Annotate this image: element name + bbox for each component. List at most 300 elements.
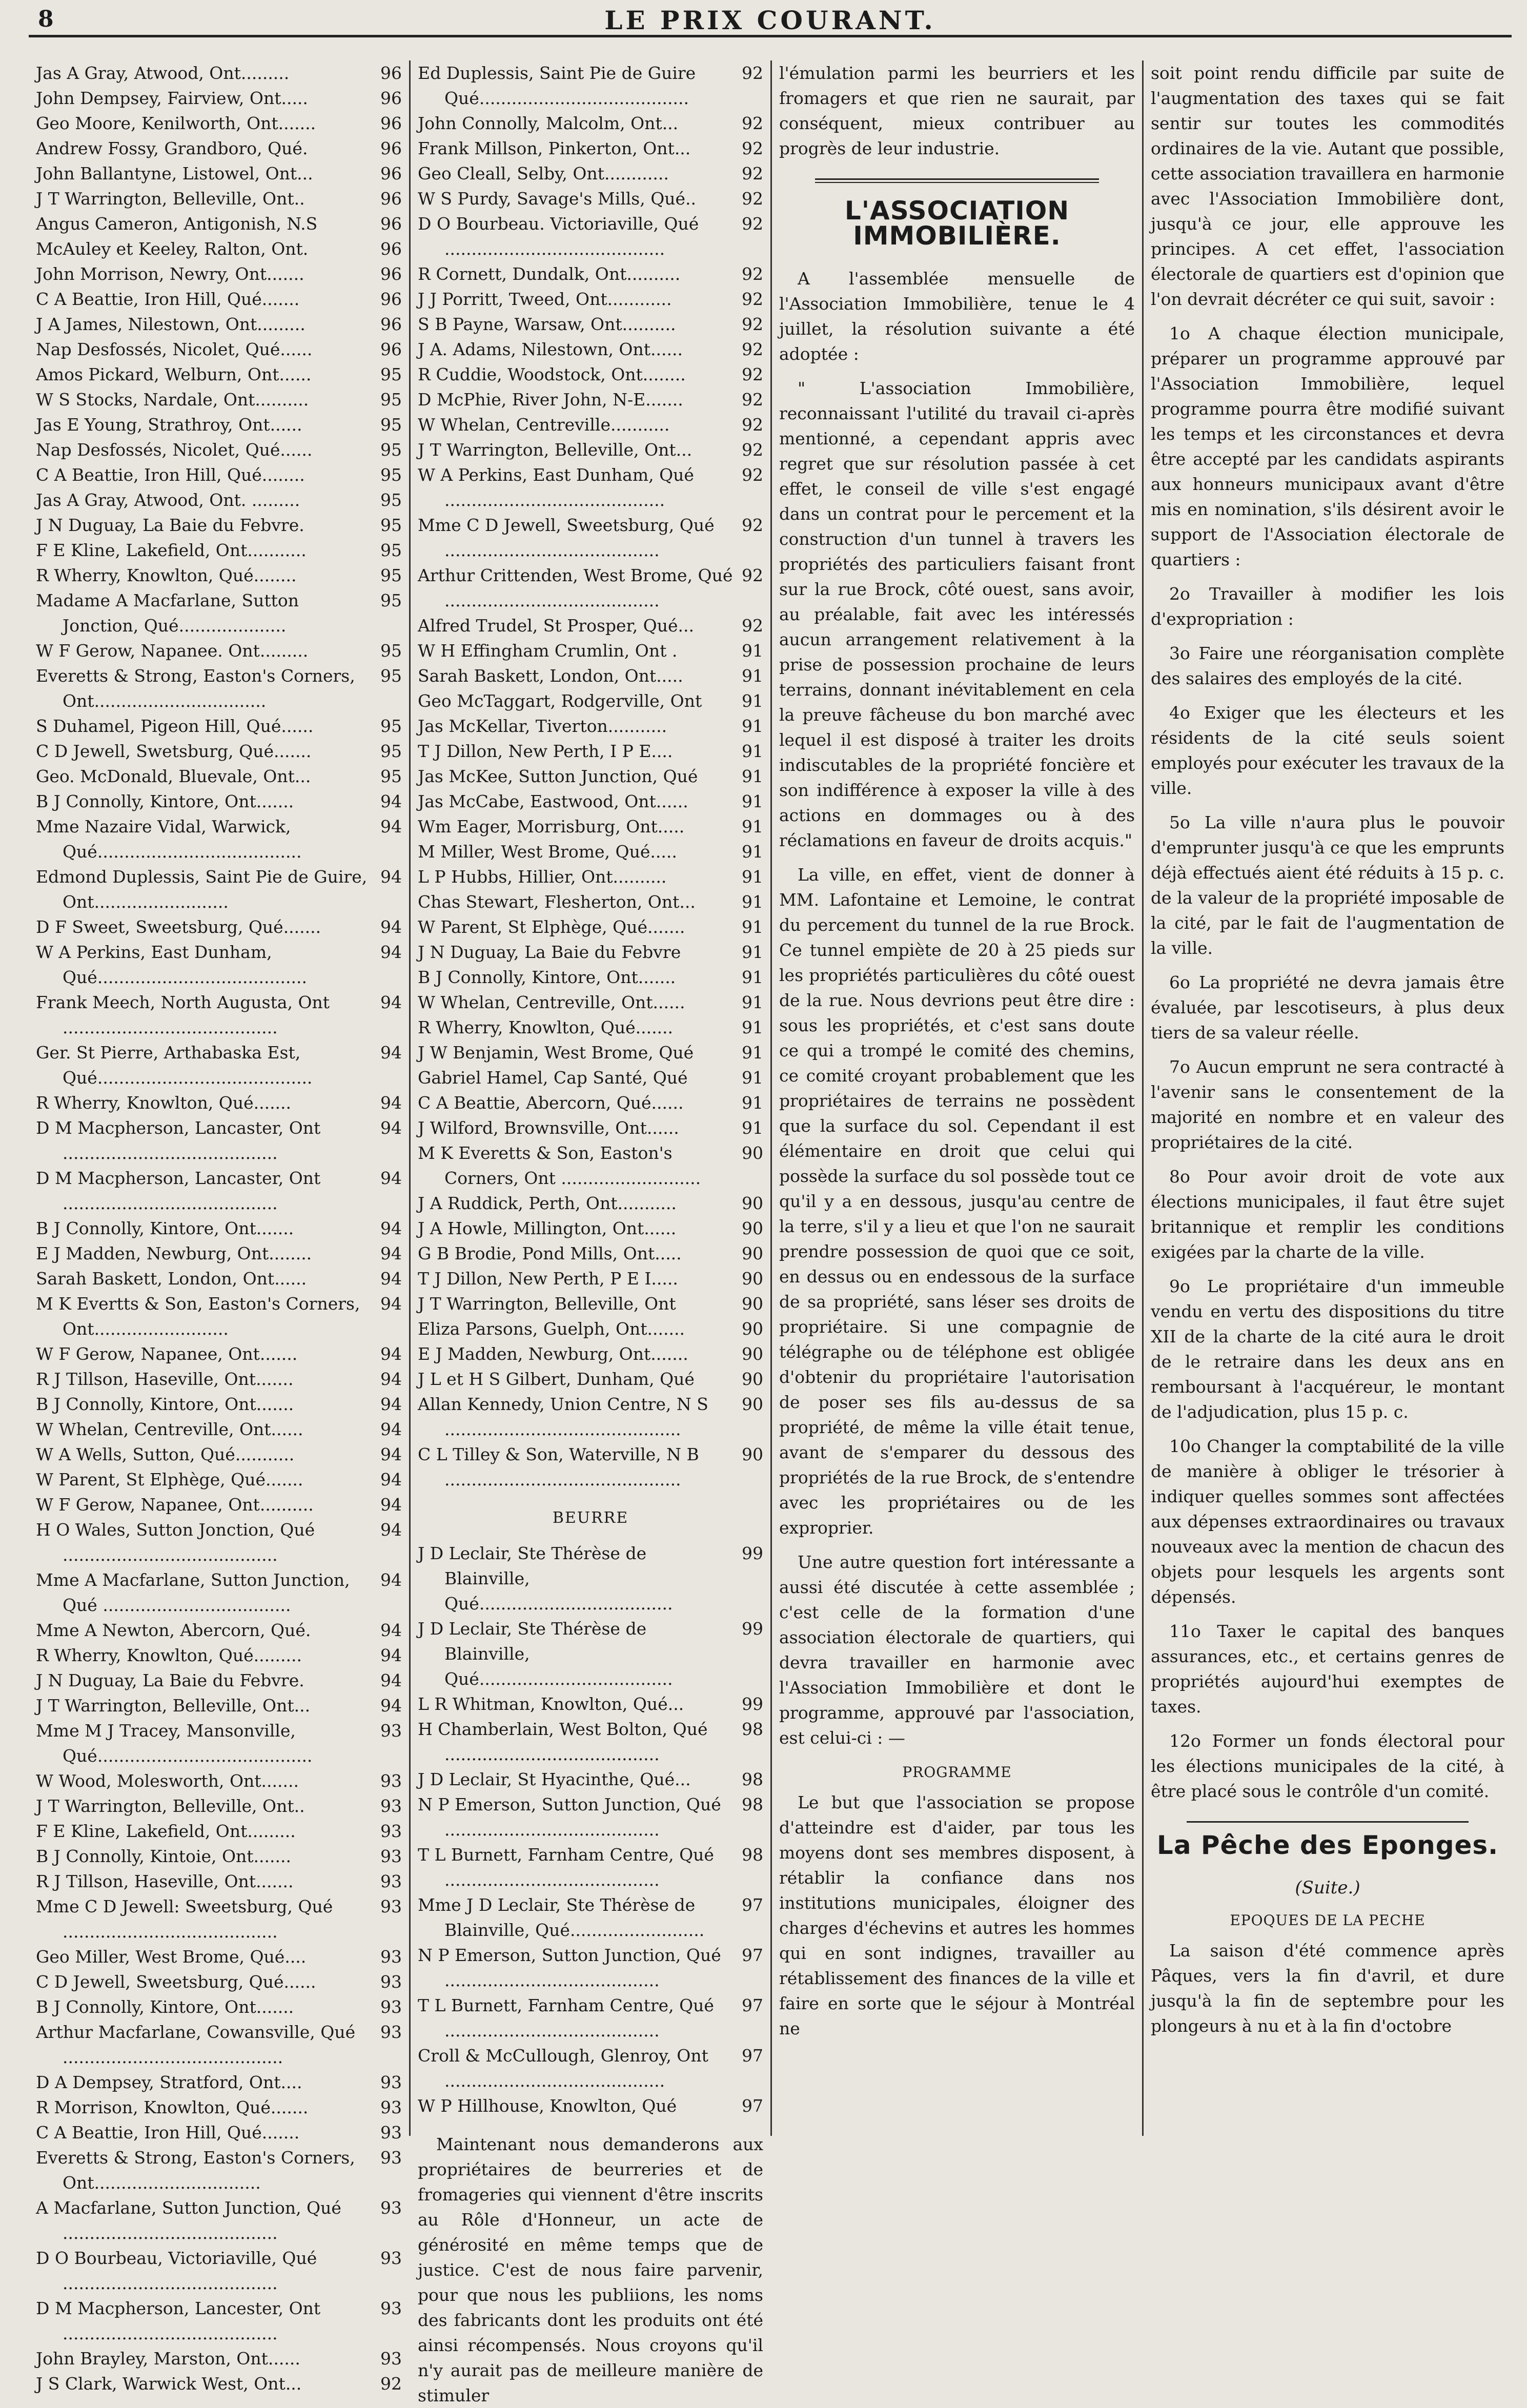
entry-score: 91 [742, 641, 763, 661]
honor-roll-entry [36, 437, 402, 462]
honor-roll-entry [418, 513, 763, 563]
entry-score: 93 [380, 2022, 402, 2042]
entry-score: 91 [742, 967, 763, 987]
entry-score: 96 [380, 339, 402, 359]
entry-score: 92 [742, 189, 763, 209]
honor-roll-entry [36, 1668, 402, 1693]
column-2 [411, 60, 772, 2405]
entry-name: McAuley et Keeley, Ralton, Ont. [36, 239, 309, 259]
entry-score: 92 [742, 214, 763, 234]
entry-score: 98 [742, 1769, 763, 1789]
entry-score: 93 [380, 2097, 402, 2117]
entry-name: J A. Adams, Nilestown, Ont...... [418, 339, 683, 359]
entry-score: 98 [742, 1719, 763, 1739]
honor-roll-entry [418, 663, 763, 688]
entry-score: 94 [380, 791, 402, 811]
entry-score: 93 [380, 2072, 402, 2092]
entry-name: M K Evertts & Son, Easton's Corners, Ont......................... [36, 1294, 360, 1339]
section-heading: EPOQUES DE LA PECHE [1230, 1912, 1426, 1929]
entry-name: R Wherry, Knowlton, Qué......... [36, 1645, 302, 1665]
entry-name: Arthur Crittenden, West Brome, Qué ........................................ [418, 565, 733, 610]
entry-name: Frank Meech, North Augusta, Ont ........................................ [36, 992, 330, 1037]
honor-roll-entry [36, 1492, 402, 1517]
entry-name: D F Sweet, Sweetsburg, Qué....... [36, 917, 321, 937]
entry-name: C A Beattie, Abercorn, Qué...... [418, 1093, 684, 1113]
entry-score: 90 [742, 1394, 763, 1414]
entry-score: 92 [742, 138, 763, 158]
entry-name: W F Gerow, Napanee, Ont.......... [36, 1495, 314, 1515]
article-headline: La Pêche des Eponges. [1156, 1830, 1499, 1860]
entry-score: 94 [380, 867, 402, 887]
honor-roll-entry [418, 1366, 763, 1392]
column-1 [29, 60, 411, 2394]
entry-name: R Wherry, Knowlton, Qué....... [36, 1093, 292, 1113]
entry-score: 94 [380, 992, 402, 1012]
honor-roll-entry [418, 1341, 763, 1366]
entry-name: D A Dempsey, Stratford, Ont.... [36, 2072, 302, 2092]
honor-roll-entry [418, 1316, 763, 1341]
entry-score: 90 [742, 1444, 763, 1464]
entry-name: T J Dillon, New Perth, I P E.... [418, 741, 673, 761]
honor-roll-entry [36, 1341, 402, 1366]
entry-name: Jas McKellar, Tiverton........... [418, 716, 667, 736]
entry-name: E J Madden, Newburg, Ont........ [36, 1243, 312, 1263]
entry-score: 94 [380, 1470, 402, 1489]
entry-name: Alfred Trudel, St Prosper, Qué... [418, 616, 694, 636]
entry-name: Wm Eager, Morrisburg, Ont..... [418, 817, 685, 836]
entry-name: W Parent, St Elphège, Qué....... [418, 917, 685, 937]
entry-name: T L Burnett, Farnham Centre, Qué ........................................ [418, 1995, 714, 2040]
entry-name: D O Bourbeau, Victoriaville, Qué ........................................ [36, 2248, 317, 2293]
entry-score: 94 [380, 1645, 402, 1665]
entry-name: N P Emerson, Sutton Junction, Qué ........................................ [418, 1794, 721, 1840]
honor-roll-entry [36, 1366, 402, 1392]
entry-score: 95 [380, 490, 402, 510]
entry-score: 92 [742, 63, 763, 83]
honor-roll-entry [36, 990, 402, 1040]
entry-name: T L Burnett, Farnham Centre, Qué ........................................ [418, 1845, 714, 1890]
divider [1187, 1821, 1469, 1823]
entry-score: 95 [380, 364, 402, 384]
entry-score: 91 [742, 741, 763, 761]
entry-score: 92 [742, 440, 763, 460]
entry-name: Jas McCabe, Eastwood, Ont...... [418, 791, 688, 811]
entry-score: 97 [742, 2046, 763, 2066]
entry-score: 93 [380, 1871, 402, 1891]
entry-score: 96 [380, 113, 402, 133]
entry-score: 90 [742, 1344, 763, 1364]
entry-score: 90 [742, 1269, 763, 1289]
honor-roll-entry [418, 1842, 763, 1892]
entry-score: 93 [380, 1896, 402, 1916]
honor-roll-entry [418, 739, 763, 764]
entry-score: 94 [380, 1520, 402, 1540]
entry-name: J D Leclair, St Hyacinthe, Qué... [418, 1769, 691, 1789]
entry-score: 94 [380, 917, 402, 937]
honor-roll-entry [418, 839, 763, 864]
entry-name: Mme C D Jewell, Sweetsburg, Qué ........................................ [418, 515, 715, 560]
entry-name: C L Tilley & Son, Waterville, N B ............................................ [418, 1444, 699, 1489]
honor-roll-entry [418, 864, 763, 889]
entry-name: C A Beattie, Iron Hill, Qué....... [36, 2123, 300, 2142]
entry-name: W A Perkins, East Dunham, Qué....................................... [36, 942, 307, 987]
entry-score: 93 [380, 1796, 402, 1816]
honor-roll-entry [36, 211, 402, 236]
honor-roll-entry [36, 1417, 402, 1442]
column-4 [1144, 60, 1512, 2136]
entry-name: Arthur Macfarlane, Cowansville, Qué ......................................... [36, 2022, 356, 2067]
entry-score: 94 [380, 1168, 402, 1188]
entry-name: W H Effingham Crumlin, Ont . [418, 641, 678, 661]
entry-score: 91 [742, 791, 763, 811]
entry-name: R J Tillson, Haseville, Ont....... [36, 1369, 294, 1389]
entry-score: 97 [742, 1895, 763, 1915]
entry-score: 99 [742, 1619, 763, 1639]
honor-roll-entry [418, 990, 763, 1015]
entry-name: R Morrison, Knowlton, Qué....... [36, 2097, 309, 2117]
entry-score: 94 [380, 1670, 402, 1690]
honor-roll-entry [418, 789, 763, 814]
honor-roll-entry [418, 1442, 763, 1492]
entry-name: Allan Kennedy, Union Centre, N S ............................................ [418, 1394, 708, 1439]
entry-name: W Wood, Molesworth, Ont....... [36, 1771, 299, 1791]
entry-score: 95 [380, 716, 402, 736]
honor-roll-entry [36, 1844, 402, 1869]
honor-roll-entry [36, 236, 402, 261]
entry-name: J N Duguay, La Baie du Febvre [418, 942, 681, 962]
entry-score: 91 [742, 691, 763, 711]
honor-roll-entry [418, 1892, 763, 1943]
entry-score: 96 [380, 63, 402, 83]
entry-name: S Duhamel, Pigeon Hill, Qué...... [36, 716, 314, 736]
entry-name: Sarah Baskett, London, Ont..... [418, 666, 683, 686]
honor-roll-entry [418, 713, 763, 739]
honor-roll-entry [36, 864, 402, 914]
entry-name: B J Connolly, Kintore, Ont....... [36, 1394, 294, 1414]
honor-roll-entry [36, 487, 402, 513]
entry-name: E J Madden, Newburg, Ont....... [418, 1344, 688, 1364]
entry-name: B J Connolly, Kintore, Ont....... [36, 1997, 294, 2017]
entry-score: 94 [380, 1419, 402, 1439]
entry-name: J T Warrington, Belleville, Ont... [418, 440, 693, 460]
honor-roll-list-2 [418, 60, 763, 1492]
honor-roll-entry [36, 538, 402, 563]
entry-name: Jas A Gray, Atwood, Ont......... [36, 63, 290, 83]
entry-name: Gabriel Hamel, Cap Santé, Qué [418, 1068, 688, 1088]
programme-item: 1o A chaque élection municipale, préparer un programme approuvé par l'Association Immobilière, lequel programme pourra être modifié suivant les temps et les circonstances et devra être accepté par les candidats aspirants aux honneurs municipaux avant d'être mis en nomination, s'ils désirent avoir le support de l'Association électorale de quartiers : [1151, 323, 1504, 569]
honor-roll-entry [36, 1291, 402, 1341]
article-paragraph: A l'assemblée mensuelle de l'Association Immobilière, tenue le 4 juillet, la résolution suivante a été adoptée : [779, 269, 1135, 364]
entry-name: Amos Pickard, Welburn, Ont...... [36, 364, 312, 384]
entry-score: 95 [380, 666, 402, 686]
article-paragraph: La saison d'été commence après Pâques, vers la fin d'avril, et dure jusqu'à la fin de septembre pour les plongeurs à nu et à la fin d'octobre [1151, 1941, 1504, 2036]
honor-roll-entry [418, 1040, 763, 1065]
entry-name: B J Connolly, Kintore, Ont....... [36, 791, 294, 811]
entry-name: M K Everetts & Son, Easton's Corners, Ont .......................... [418, 1143, 701, 1188]
honor-roll-entry [418, 261, 763, 287]
entry-score: 91 [742, 817, 763, 836]
entry-name: C D Jewell, Swetsburg, Qué....... [36, 741, 312, 761]
honor-roll-entry [36, 1090, 402, 1115]
honor-roll-entry [36, 2346, 402, 2371]
entry-score: 96 [380, 214, 402, 234]
entry-name: Geo Miller, West Brome, Qué.... [36, 1947, 307, 1967]
entry-score: 94 [380, 817, 402, 836]
honor-roll-entry [36, 1467, 402, 1492]
honor-roll-entry [36, 1944, 402, 1969]
entry-name: A Macfarlane, Sutton Junction, Qué ........................................ [36, 2198, 341, 2243]
article-paragraph: " L'association Immobilière, reconnaissant l'utilité du travail ci-après mentionné, a cependant appris avec regret que sur résolution passée à cet effet, le conseil de ville s'est engagé dans un contrat pour le percement et la construction d'un tunnel à travers les propriétés des particuliers faisant front sur la rue Brock, côté ouest, sans avoir, au préalable, fait avec les intéressés aucun arrangement relativement à la prise de possession prochaine de leurs terrains, donnant inévitablement en cela la preuve fâcheuse du bon marché avec lequel il est disposé à traiter les droits indiscutables de la propriété foncière et son indifférence à exposer la ville à des actions en dommages ou à des réclamations en faveur de droits acquis." [779, 378, 1135, 850]
honor-roll-entry [418, 412, 763, 437]
entry-score: 95 [380, 440, 402, 460]
honor-roll-entry [36, 638, 402, 663]
entry-score: 95 [380, 741, 402, 761]
entry-score: 92 [742, 390, 763, 410]
programme-item: 6o La propriété ne devra jamais être évaluée, par lescotiseurs, à plus deux tiers de sa valeur réelle. [1151, 972, 1504, 1043]
honor-roll-entry [36, 2371, 402, 2396]
entry-score: 94 [380, 1243, 402, 1263]
entry-score: 94 [380, 1344, 402, 1364]
honor-roll-entry [36, 337, 402, 362]
honor-roll-entry [418, 60, 763, 111]
entry-score: 94 [380, 1444, 402, 1464]
entry-name: H O Wales, Sutton Jonction, Qué ........................................ [36, 1520, 315, 1565]
honor-roll-entry [418, 638, 763, 663]
honor-roll-entry [36, 1216, 402, 1241]
honor-roll-entry [36, 1392, 402, 1417]
entry-score: 95 [380, 590, 402, 610]
entry-score: 91 [742, 917, 763, 937]
honor-roll-entry [36, 186, 402, 211]
honor-roll-entry [418, 2093, 763, 2118]
entry-name: W S Purdy, Savage's Mills, Qué.. [418, 189, 697, 209]
honor-roll-entry [36, 2120, 402, 2145]
honor-roll-entry [36, 1969, 402, 1994]
honor-roll-entry [36, 1115, 402, 1166]
entry-score: 91 [742, 942, 763, 962]
column-3 [772, 60, 1144, 2136]
entry-name: Jas A Gray, Atwood, Ont. ......... [36, 490, 300, 510]
entry-name: B J Connolly, Kintore, Ont....... [36, 1218, 294, 1238]
entry-score: 91 [742, 666, 763, 686]
honor-roll-entry [418, 111, 763, 136]
entry-name: R Wherry, Knowlton, Qué........ [36, 565, 297, 585]
entry-score: 95 [380, 766, 402, 786]
entry-score: 91 [742, 1093, 763, 1113]
entry-name: W Whelan, Centreville, Ont...... [418, 992, 685, 1012]
programme-item: 5o La ville n'aura plus le pouvoir d'emprunter jusqu'à ce que les emprunts déjà effectués aient été réduits à 15 p. c. de la valeur de la propriété imposable de la cité, par le fait de l'augmentation de la ville. [1151, 812, 1504, 958]
entry-name: J T Warrington, Belleville, Ont... [36, 1696, 311, 1716]
entry-score: 94 [380, 1495, 402, 1515]
entry-name: Sarah Baskett, London, Ont...... [36, 1269, 307, 1289]
honor-roll-entry [418, 437, 763, 462]
honor-roll-entry [418, 1541, 763, 1616]
entry-score: 99 [742, 1694, 763, 1714]
col3-intro: l'émulation parmi les beurriers et les fromagers et que rien ne saurait, par conséquent, mieux contribuer au progrès de leur industrie. [779, 63, 1135, 158]
honor-roll-entry [418, 1090, 763, 1115]
honor-roll-entry [36, 713, 402, 739]
honor-roll-entry [36, 1040, 402, 1090]
honor-roll-entry [36, 1517, 402, 1567]
honor-roll-entry [36, 2095, 402, 2120]
subheading: (Suite.) [1295, 1878, 1360, 1898]
entry-name: J J Porritt, Tweed, Ont............ [418, 289, 672, 309]
honor-roll-entry [418, 1943, 763, 1993]
honor-roll-entry [36, 2019, 402, 2070]
honor-roll-entry [36, 1241, 402, 1266]
entry-score: 95 [380, 390, 402, 410]
masthead: LE PRIX COURANT. [604, 5, 936, 35]
honor-roll-entry [418, 1616, 763, 1691]
entry-name: D M Macpherson, Lancester, Ont ........................................ [36, 2298, 321, 2343]
article-paragraph: Une autre question fort intéressante a aussi été discutée à cette assemblée ; c'est celle de la formation d'une association électorale de quartiers, qui devra travailler en harmonie avec l'Association Immobilière et dont le programme, approuvé par l'association, est celui-ci : — [779, 1552, 1135, 1748]
entry-name: Mme M J Tracey, Mansonville, Qué........................................ [36, 1721, 313, 1766]
honor-roll-entry [36, 1643, 402, 1668]
honor-roll-entry [36, 462, 402, 487]
entry-name: B J Connolly, Kintoie, Ont....... [36, 1846, 291, 1866]
entry-score: 91 [742, 1043, 763, 1063]
entry-score: 94 [380, 1570, 402, 1590]
honor-roll-list-1 [36, 60, 402, 2396]
entry-name: J A Howle, Millington, Ont...... [418, 1218, 677, 1238]
honor-roll-entry [36, 2195, 402, 2246]
honor-roll-entry [36, 1718, 402, 1768]
entry-name: L P Hubbs, Hillier, Ont.......... [418, 867, 667, 887]
entry-score: 94 [380, 1294, 402, 1314]
honor-roll-entry [36, 563, 402, 588]
entry-score: 92 [742, 465, 763, 485]
beurre-heading: BEURRE [552, 1509, 629, 1527]
entry-name: John Brayley, Marston, Ont...... [36, 2349, 300, 2369]
entry-score: 93 [380, 2198, 402, 2218]
honor-roll-entry [36, 2145, 402, 2195]
entry-name: Everetts & Strong, Easton's Corners, Ont................................ [36, 666, 355, 711]
entry-name: W P Hillhouse, Knowlton, Qué [418, 2096, 677, 2116]
entry-score: 92 [742, 339, 763, 359]
entry-name: Madame A Macfarlane, Sutton Jonction, Qué.................... [36, 590, 299, 636]
honor-roll-entry [36, 1266, 402, 1291]
entry-score: 92 [380, 2374, 402, 2394]
programme-item: 11o Taxer le capital des banques assurances, etc., et certains genres de propriétés aujourd'hui exemptes de taxes. [1151, 1621, 1504, 1717]
entry-name: Geo. McDonald, Bluevale, Ont... [36, 766, 311, 786]
entry-name: F E Kline, Lakefield, Ont......... [36, 1821, 296, 1841]
entry-name: J T Warrington, Belleville, Ont.. [36, 1796, 305, 1816]
entry-score: 94 [380, 942, 402, 962]
entry-name: John Morrison, Newry, Ont....... [36, 264, 304, 284]
honor-roll-entry [36, 789, 402, 814]
entry-name: J D Leclair, Ste Thérèse de Blainville, Qué.................................... [418, 1619, 673, 1689]
honor-roll-entry [418, 1767, 763, 1792]
honor-roll-entry [36, 764, 402, 789]
honor-roll-entry [418, 211, 763, 261]
entry-name: H Chamberlain, West Bolton, Qué ........................................ [418, 1719, 708, 1764]
honor-roll-entry [418, 1115, 763, 1140]
entry-name: R Cuddie, Woodstock, Ont........ [418, 364, 686, 384]
honor-roll-entry [36, 940, 402, 990]
honor-roll-entry [36, 1768, 402, 1793]
entry-score: 96 [380, 88, 402, 108]
entry-score: 91 [742, 766, 763, 786]
honor-roll-entry [36, 1442, 402, 1467]
programme-items [1151, 321, 1504, 1804]
article-paragraph: soit point rendu difficile par suite de l'augmentation des taxes qui se fait sentir sur toutes les commodités ordinaires de la vie. Autant que possible, cette association travaillera en harmonie avec l'Association Immobilière dont, jusqu'à ce jour, elle approuve les principes. A cet effet, l'association électorale de quartiers est d'opinion que l'on devrait décréter ce qui suit, savoir : [1151, 63, 1504, 309]
entry-score: 94 [380, 1394, 402, 1414]
entry-score: 96 [380, 138, 402, 158]
entry-name: W A Perkins, East Dunham, Qué ......................................... [418, 465, 694, 510]
entry-score: 90 [742, 1218, 763, 1238]
entry-name: J T Warrington, Belleville, Ont [418, 1294, 676, 1314]
article-headline: L'ASSOCIATION IMMOBILIÈRE. [844, 196, 1070, 251]
honor-roll-entry [36, 60, 402, 86]
programme-item: 3o Faire une réorganisation complète des salaires des employés de la cité. [1151, 643, 1504, 688]
entry-name: Nap Desfossés, Nicolet, Qué...... [36, 440, 313, 460]
entry-name: T J Dillon, New Perth, P E I..... [418, 1269, 678, 1289]
entry-score: 92 [742, 289, 763, 309]
entry-name: D M Macpherson, Lancaster, Ont ........................................ [36, 1168, 321, 1213]
honor-roll-entry [418, 136, 763, 161]
entry-name: J S Clark, Warwick West, Ont... [36, 2374, 302, 2394]
article-paragraph: Le but que l'association se propose d'atteindre est d'aider, par tous les moyens dont ses membres disposent, à rétablir la confiance dans nos institutions municipales, éloigner des charges d'échevins et autres les hommes qui en sont indignes, travailler au rétablissement des finances de la ville et faire en sorte que le séjour à Montréal ne [779, 1792, 1135, 2038]
honor-roll-entry [418, 1015, 763, 1040]
honor-roll-entry [418, 1191, 763, 1216]
entry-name: R Wherry, Knowlton, Qué....... [418, 1017, 674, 1037]
entry-name: J N Duguay, La Baie du Febvre. [36, 515, 304, 535]
entry-score: 92 [742, 113, 763, 133]
entry-score: 92 [742, 264, 763, 284]
honor-roll-entry [418, 688, 763, 713]
entry-name: M Miller, West Brome, Qué..... [418, 842, 677, 862]
entry-name: J L et H S Gilbert, Dunham, Qué [418, 1369, 695, 1389]
entry-name: W A Wells, Sutton, Qué........... [36, 1444, 295, 1464]
entry-name: J W Benjamin, West Brome, Qué [418, 1043, 694, 1063]
honor-roll-entry [36, 2246, 402, 2296]
entry-score: 93 [380, 1821, 402, 1841]
entry-score: 92 [742, 314, 763, 334]
programme-item: 9o Le propriétaire d'un immeuble vendu en vertu des dispositions du titre XII de la charte de la cité aura le droit de le retraire dans les deux ans en remboursant à l'acquéreur, le montant de l'adjudication, plus 15 p. c. [1151, 1276, 1504, 1422]
honor-roll-entry [418, 186, 763, 211]
programme-item: 10o Changer la comptabilité de la ville de manière à obliger le trésorier à indiquer quelles sommes sont affectées aux dépenses extraordinaires ou travaux nouveaux avec la mention de chacun des objets pour lesquels les argents sont dépensés. [1151, 1436, 1504, 1607]
entry-name: Geo McTaggart, Rodgerville, Ont [418, 691, 702, 711]
programme-item: 8o Pour avoir droit de vote aux élections municipales, il faut être sujet britannique et remplir les conditions exigées par la charte de la ville. [1151, 1167, 1504, 1262]
honor-roll-entry [418, 1717, 763, 1767]
entry-name: W F Gerow, Napanee. Ont......... [36, 641, 309, 661]
entry-name: F E Kline, Lakefield, Ont........... [36, 540, 307, 560]
entry-name: C A Beattie, Iron Hill, Qué....... [36, 289, 300, 309]
honor-roll-entry [36, 1994, 402, 2019]
entry-score: 91 [742, 716, 763, 736]
honor-roll-entry [36, 261, 402, 287]
entry-score: 96 [380, 239, 402, 259]
entry-name: J A Ruddick, Perth, Ont........... [418, 1193, 677, 1213]
honor-roll-entry [418, 1241, 763, 1266]
honor-roll-entry [36, 1693, 402, 1718]
divider [815, 182, 1099, 183]
honor-roll-entry [418, 965, 763, 990]
honor-roll-entry [418, 1392, 763, 1442]
entry-score: 93 [380, 2123, 402, 2142]
divider [815, 178, 1099, 180]
entry-score: 97 [742, 1995, 763, 2015]
entry-name: Jas McKee, Sutton Junction, Qué [418, 766, 698, 786]
entry-name: J D Leclair, Ste Thérèse de Blainville, Qué.................................... [418, 1543, 673, 1614]
entry-name: Geo Cleall, Selby, Ont............ [418, 164, 669, 183]
entry-score: 94 [380, 1696, 402, 1716]
entry-name: Andrew Fossy, Grandboro, Qué. [36, 138, 308, 158]
entry-name: W S Stocks, Nardale, Ont.......... [36, 390, 309, 410]
entry-name: W F Gerow, Napanee, Ont....... [36, 1344, 298, 1364]
honor-roll-entry [36, 1819, 402, 1844]
col2-paragraph: Maintenant nous demanderons aux propriétaires de beurreries et de fromageries qui viennent d'être inscrits au Rôle d'Honneur, un acte de générosité en même temps que de justice. C'est de nous faire parvenir, pour que nous les publiions, les noms des fabricants dont les produits ont été ainsi récompensés. Nous croyons qu'il n'y aurait pas de meilleure manière de stimuler [418, 2134, 763, 2405]
